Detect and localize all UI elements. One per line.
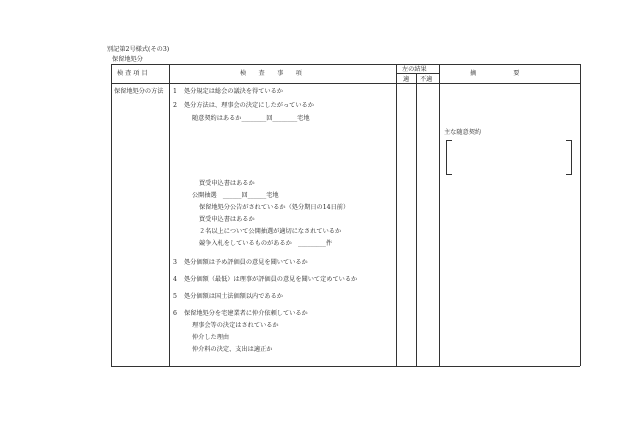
form-title: 保留地処分: [112, 56, 143, 63]
line-num: 6: [173, 310, 177, 317]
col-divider-ok: [416, 73, 417, 366]
col-divider-item: [169, 64, 170, 366]
line-num: 1: [173, 88, 177, 95]
line-text: 処分価額は国土法価額以内であるか: [184, 293, 283, 300]
line-text: 買受申込書はあるか: [199, 216, 255, 223]
table-bottom-border: [111, 366, 580, 367]
line-text: 処分価額（最低）は理事が評価員の意見を聞いて定めているか: [184, 276, 358, 283]
col-divider-result: [439, 64, 440, 366]
form-code: 別記第2号様式(その3): [107, 46, 170, 53]
remarks-note: 主な随意契約: [444, 129, 482, 136]
line-text: 随意契約はあるか________回________宅地: [192, 115, 310, 122]
line-num: 5: [173, 293, 177, 300]
bracket-right: [566, 140, 572, 175]
header-matter: 検 査 事 項: [240, 70, 302, 77]
bracket-left: [446, 140, 452, 175]
line-text: 仲介した理由: [192, 334, 230, 341]
header-remarks: 摘 要: [470, 70, 520, 77]
line-text: 仲介料の決定、支出は適正か: [192, 346, 273, 353]
line-text: 処分方法は、理事会の決定にしたがっているか: [184, 102, 314, 109]
line-text: 公開抽選 ______回______宅地: [192, 192, 279, 199]
col-divider-matter: [396, 64, 397, 366]
line-text: 理事会等の決定はされているか: [192, 322, 279, 329]
table-left-border: [111, 64, 112, 366]
header-result: 左の結果: [402, 66, 427, 73]
line-text: ２名以上について公開抽選が適切になされているか: [199, 228, 342, 235]
line-text: 処分価額は予め評価員の意見を聞いているか: [184, 259, 308, 266]
inspection-item: 保留地処分の方法: [114, 88, 164, 95]
line-text: 保留地処分公告がされているか（処分期日の14日前）: [199, 204, 350, 211]
table-right-border: [580, 64, 581, 366]
line-text: 保留地処分を宅建業者に仲介依頼しているか: [184, 310, 308, 317]
header-bottom-border: [111, 83, 580, 84]
table-top-border: [111, 64, 580, 65]
line-text: 買受申込書はあるか: [199, 180, 255, 187]
line-text: 処分規定は総会の議決を得ているか: [184, 88, 283, 95]
line-num: 4: [173, 276, 177, 283]
header-ok: 適: [403, 76, 410, 83]
header-ng: 不適: [420, 76, 433, 83]
result-subheader-border: [396, 73, 439, 74]
header-item: 検 査 項 目: [117, 70, 148, 77]
line-num: 2: [173, 102, 177, 109]
line-text: 競争入札をしているものがあるか _________件: [199, 240, 333, 247]
line-num: 3: [173, 259, 177, 266]
